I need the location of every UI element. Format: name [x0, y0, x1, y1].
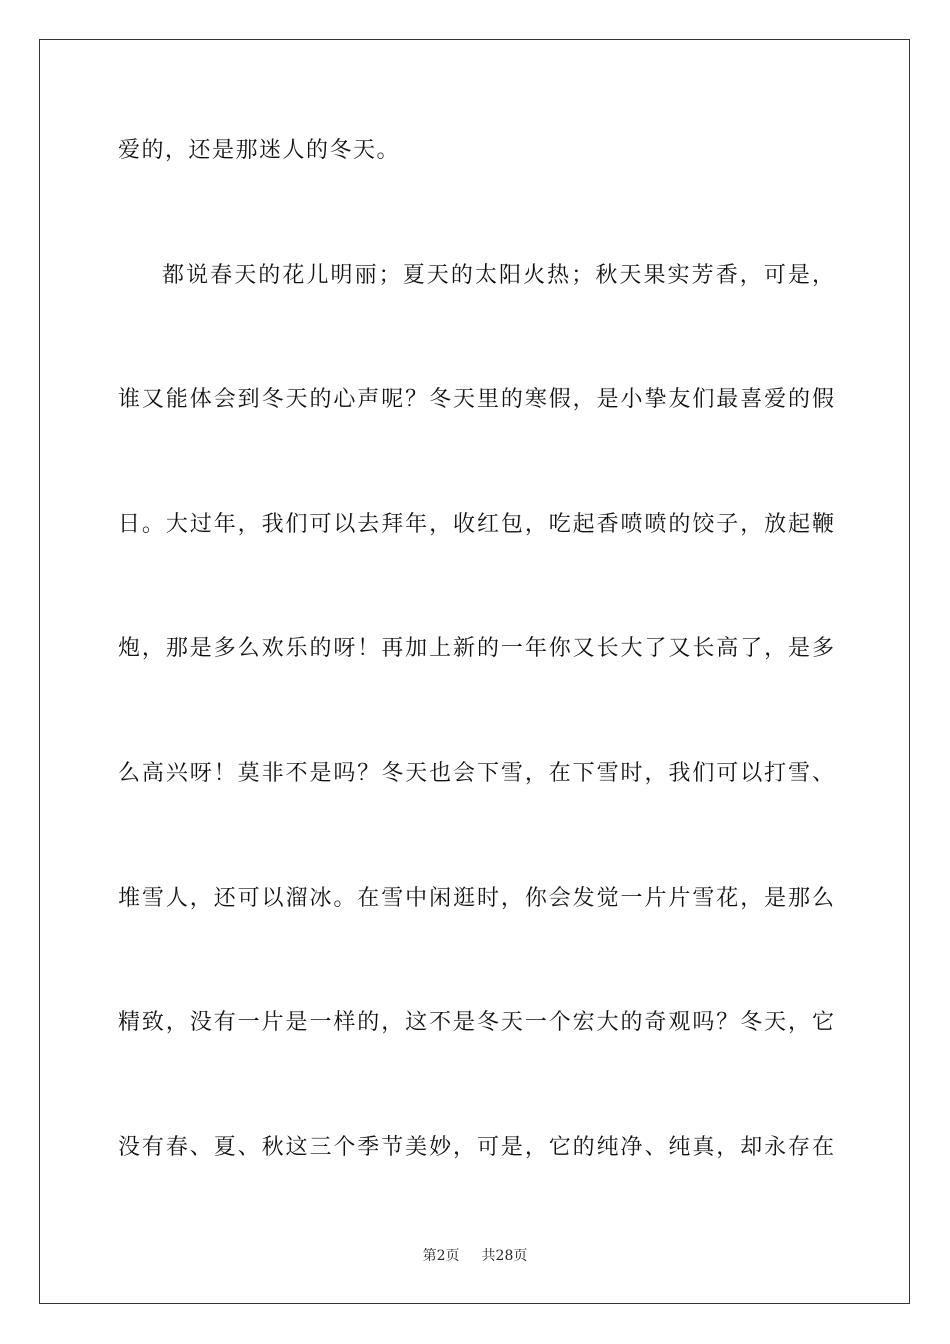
page-border — [39, 39, 910, 1304]
page-number: 第2页 — [422, 1248, 460, 1264]
page-total: 共28页 — [481, 1248, 528, 1264]
paragraph-line: 日。大过年，我们可以去拜年，收红包，吃起香喷喷的饺子，放起鞭 — [118, 512, 834, 537]
paragraph-line: 炮，那是多么欢乐的呀！再加上新的一年你又长大了又长高了，是多 — [118, 636, 834, 661]
paragraph-line: 没有春、夏、秋这三个季节美妙，可是，它的纯净、纯真，却永存在 — [118, 1135, 834, 1160]
paragraph-line: 都说春天的花儿明丽；夏天的太阳火热；秋天果实芳香，可是， — [162, 263, 834, 288]
paragraph-line: 爱的，还是那迷人的冬天。 — [118, 138, 401, 163]
page-footer — [0, 1246, 950, 1266]
paragraph-line: 堆雪人，还可以溜冰。在雪中闲逛时，你会发觉一片片雪花，是那么 — [118, 886, 834, 911]
paragraph-line: 么高兴呀！莫非不是吗？冬天也会下雪，在下雪时，我们可以打雪、 — [118, 761, 834, 786]
paragraph-line: 谁又能体会到冬天的心声呢？冬天里的寒假，是小挚友们最喜爱的假 — [118, 387, 834, 412]
paragraph-line: 精致，没有一片是一样的，这不是冬天一个宏大的奇观吗？冬天，它 — [118, 1010, 834, 1035]
